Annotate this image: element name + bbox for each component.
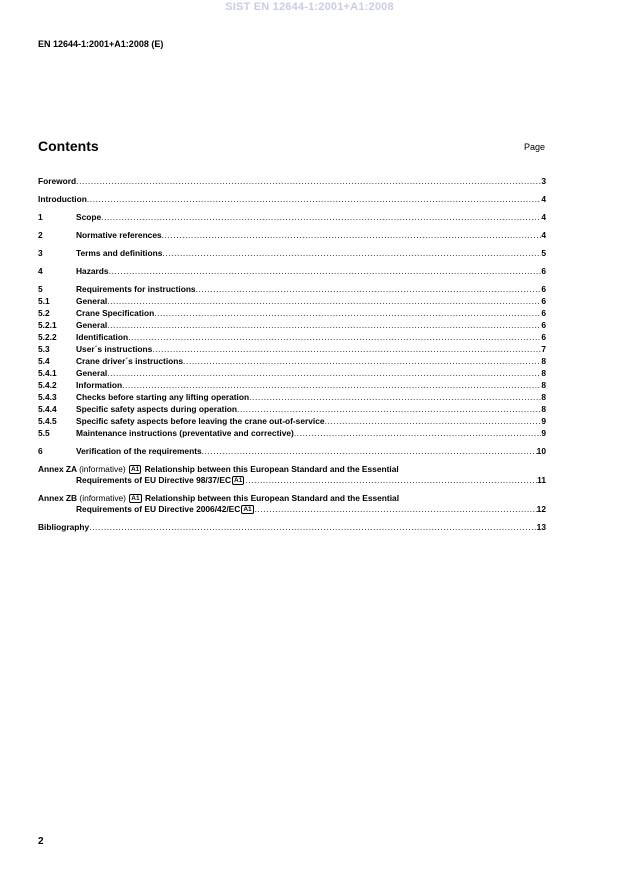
toc-title: Requirements for instructions [76,284,196,294]
toc-title: Introduction [38,194,87,204]
toc-number: 6 [38,446,43,456]
toc-entry-5-4-2[interactable] [38,380,546,390]
contents-heading: Contents [38,138,99,154]
toc-number: 5.5 [38,428,50,438]
watermark: SIST EN 12644-1:2001+A1:2008 [225,1,394,13]
table-of-contents [38,176,546,532]
toc-page: 8 [541,392,546,402]
toc-number: 5.4.5 [38,416,57,426]
toc-entry-5-4-1[interactable] [38,368,546,378]
toc-page: 3 [541,176,546,186]
toc-title: Scope [76,212,102,222]
toc-number: 5.1 [38,296,50,306]
toc-entry-5-2[interactable] [38,308,546,318]
toc-title: Crane driver´s instructions [76,356,184,366]
document-id: EN 12644-1:2001+A1:2008 (E) [38,39,164,49]
leader-dots [128,332,541,342]
annex-qualifier: (informative) [79,493,126,503]
toc-title: Identification [76,332,129,342]
toc-page: 8 [541,356,546,366]
toc-title: Verification of the requirements [76,446,202,456]
leader-dots [107,296,541,306]
toc-page: 6 [541,320,546,330]
leader-dots [154,308,541,318]
toc-title: Bibliography [38,522,90,532]
toc-number: 5.4.4 [38,404,57,414]
leader-dots [122,380,541,390]
toc-number: 5.2.1 [38,320,57,330]
leader-dots [162,248,541,258]
toc-entry-5-4[interactable] [38,356,546,366]
toc-entry-annex-za[interactable] [38,464,546,485]
toc-entry-5-5[interactable] [38,428,546,438]
toc-entry-introduction[interactable] [38,194,546,204]
toc-title: Terms and definitions [76,248,163,258]
toc-number: 5 [38,284,43,294]
toc-entry-bibliography[interactable] [38,522,546,532]
toc-page: 4 [541,194,546,204]
leader-dots [162,230,542,240]
leader-dots [87,194,541,204]
toc-number: 4 [38,266,43,276]
toc-number: 5.4 [38,356,50,366]
annex-label: Annex ZA [38,464,77,474]
toc-entry-5-4-3[interactable] [38,392,546,402]
toc-page: 4 [541,212,546,222]
leader-dots [109,266,542,276]
toc-page: 6 [541,332,546,342]
toc-entry-verification[interactable] [38,446,546,456]
toc-page: 6 [541,308,546,318]
annex-qualifier: (informative) [79,464,126,474]
toc-title: Checks before starting any lifting operation [76,392,250,402]
toc-title: Foreword [38,176,77,186]
toc-page: 8 [541,368,546,378]
toc-entry-terms-definitions[interactable] [38,248,546,258]
toc-entry-scope[interactable] [38,212,546,222]
toc-number: 5.4.3 [38,392,57,402]
toc-page: 10 [536,446,546,456]
toc-number: 5.4.2 [38,380,57,390]
toc-entry-requirements-instructions[interactable] [38,284,546,294]
toc-page: 9 [541,428,546,438]
toc-title: General [76,368,108,378]
toc-page: 6 [541,296,546,306]
toc-entry-5-2-2[interactable] [38,332,546,342]
toc-page: 8 [541,404,546,414]
toc-entry-hazards[interactable] [38,266,546,276]
toc-title: Hazards [76,266,109,276]
page-column-label: Page [523,142,545,152]
leader-dots [249,392,541,402]
leader-dots [107,320,541,330]
amendment-start-icon: A1 [131,495,140,503]
toc-page: 8 [541,380,546,390]
leader-dots [294,428,542,438]
leader-dots [107,368,541,378]
annex-title-line2: Requirements of EU Directive 98/37/EC [76,475,231,485]
toc-number: 5.2.2 [38,332,57,342]
annex-title-line2: Requirements of EU Directive 2006/42/EC [76,504,241,514]
toc-entry-5-4-4[interactable] [38,404,546,414]
toc-title: Information [76,380,123,390]
leader-dots [237,404,541,414]
toc-title: General [76,296,108,306]
toc-entry-normative-references[interactable] [38,230,546,240]
toc-title: Maintenance instructions (preventative and corrective) [76,428,294,438]
leader-dots [183,356,541,366]
leader-dots [196,284,542,294]
toc-entry-5-2-1[interactable] [38,320,546,330]
leader-dots [101,212,541,222]
leader-dots [245,475,537,485]
toc-title: Normative references [76,230,162,240]
toc-page: 9 [541,416,546,426]
annex-title-line1: Relationship between this European Standard and the Essential [144,493,400,503]
toc-number: 1 [38,212,43,222]
toc-title: Specific safety aspects during operation [76,404,238,414]
leader-dots [255,504,537,514]
annex-label: Annex ZB [38,493,78,503]
toc-page: 7 [541,344,546,354]
toc-page: 13 [536,522,546,532]
toc-number: 5.3 [38,344,50,354]
toc-number: 2 [38,230,43,240]
toc-page: 6 [541,284,546,294]
leader-dots [152,344,541,354]
leader-dots [89,522,536,532]
toc-title: Specific safety aspects before leaving the crane out-of-service [76,416,325,426]
toc-entry-5-1[interactable] [38,296,546,306]
page-number: 2 [38,836,44,847]
amendment-start-icon: A1 [130,466,140,474]
toc-number: 5.4.1 [38,368,57,378]
annex-title-line1: Relationship between this European Standard and the Essential [144,464,399,474]
toc-page: 11 [537,475,546,485]
amendment-end-icon: A1 [243,506,252,513]
toc-entry-5-3[interactable] [38,344,546,354]
amendment-end-icon: A1 [234,477,243,484]
toc-number: 5.2 [38,308,50,318]
toc-page: 6 [541,266,546,276]
toc-page: 4 [541,230,546,240]
leader-dots [325,416,542,426]
leader-dots [202,446,537,456]
toc-page: 12 [536,504,546,514]
toc-entry-5-4-5[interactable] [38,416,546,426]
toc-title: User´s instructions [76,344,153,354]
toc-number: 3 [38,248,43,258]
leader-dots [76,176,541,186]
toc-title: Crane Specification [76,308,155,318]
toc-title: General [76,320,108,330]
toc-entry-foreword[interactable] [38,176,546,186]
toc-page: 5 [541,248,546,258]
toc-entry-annex-zb[interactable] [38,493,546,514]
